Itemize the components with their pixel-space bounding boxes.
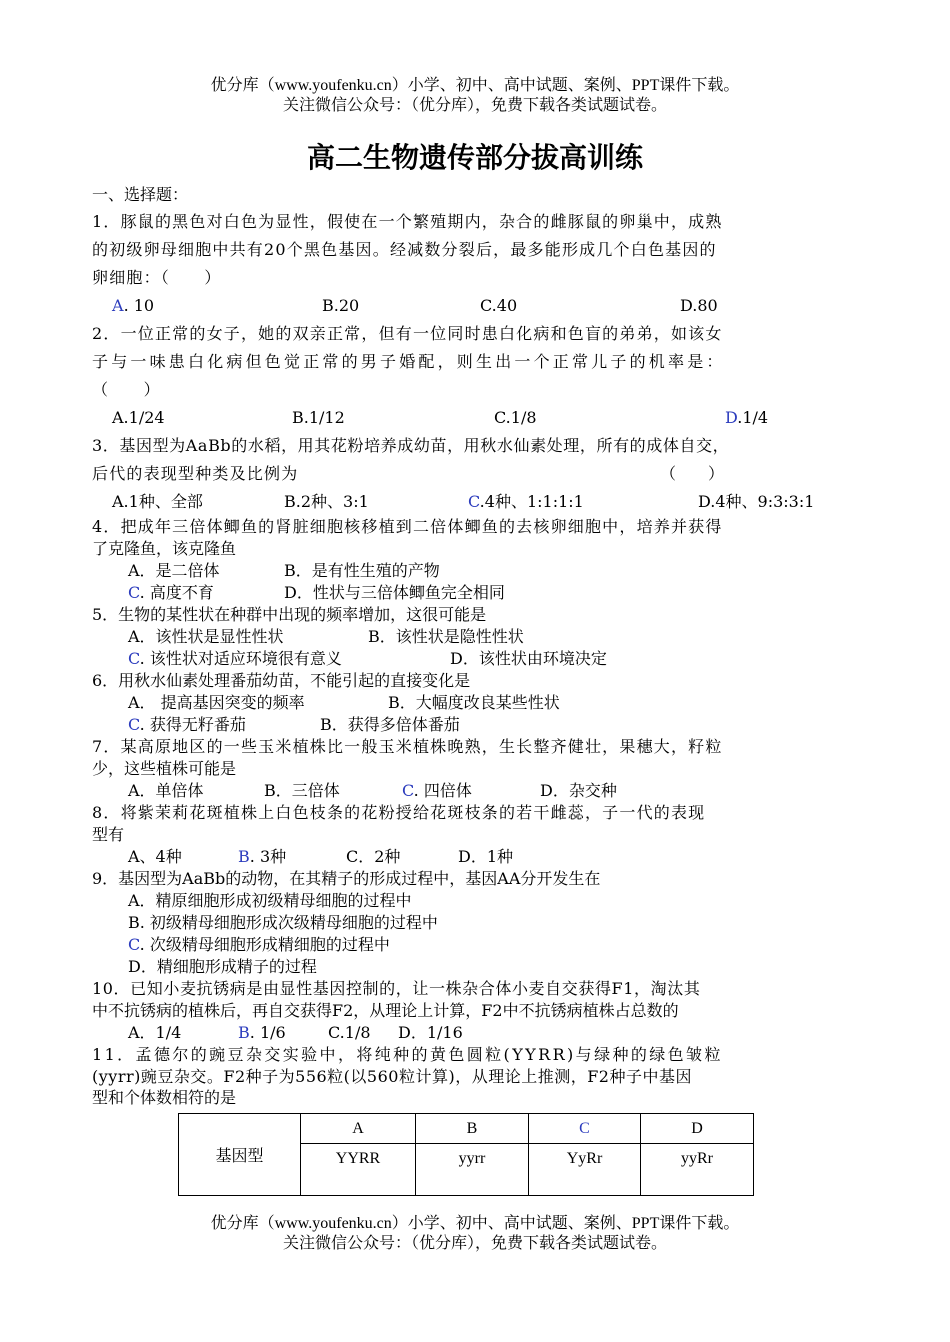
option-c: C. 该性状对适应环境很有意义: [128, 649, 342, 668]
table-cell: YYRR: [301, 1144, 416, 1196]
option-b: B.1/12: [292, 408, 345, 427]
question-10: [92, 978, 862, 1044]
answer-letter: B: [238, 1023, 250, 1042]
option-d: D.1/4: [725, 408, 769, 427]
option-c: C. 四倍体: [402, 781, 472, 800]
question-6: [92, 670, 862, 736]
answer-letter: C: [402, 781, 414, 800]
question-2-line-2: 子与一味患白化病但色觉正常的男子婚配，则生出一个正常儿子的机率是：: [92, 352, 726, 371]
option-b: B．是有性生殖的产物: [284, 561, 440, 580]
question-5: [92, 604, 862, 670]
option-d: D．性状与三倍体鲫鱼完全相同: [284, 583, 505, 602]
question-10-options: [92, 1022, 862, 1044]
question-3-line-2: 后代的表现型种类及比例为 （ ）: [92, 460, 862, 488]
option-c: C.1/8: [494, 408, 537, 427]
question-1-line-2: 的初级卵母细胞中共有20个黑色基因。经减数分裂后，最多能形成几个白色基因的: [92, 240, 717, 259]
page-footer: [0, 1214, 950, 1254]
option-c: C. 高度不育: [128, 583, 214, 602]
question-1-options: [92, 292, 862, 320]
question-7: [92, 736, 862, 802]
answer-letter: B: [238, 847, 250, 866]
question-1-line-3: 卵细胞：（ ）: [92, 268, 222, 287]
question-10-line-2: 中不抗锈病的植株后，再自交获得F2，从理论上计算，F2中不抗锈病植株占总数的: [92, 1001, 679, 1020]
question-2-options: [92, 404, 862, 432]
section-heading: 一、选择题：: [92, 185, 189, 204]
question-3: [92, 432, 862, 516]
row-label-genotype: 基因型: [179, 1114, 301, 1196]
option-a: A．该性状是显性性状: [128, 627, 284, 646]
table-header-row: [179, 1114, 754, 1144]
question-7-line-1: 7．某高原地区的一些玉米植株比一般玉米植株晚熟，生长整齐健壮，果穗大，籽粒: [92, 737, 723, 756]
header-line-2: 关注微信公众号：（优分库），免费下载各类试题试卷。: [282, 97, 667, 114]
question-7-options: [92, 780, 862, 802]
option-d: B．获得多倍体番茄: [320, 715, 460, 734]
option-a: A． 提高基因突变的频率: [128, 693, 305, 712]
page-title: 高二生物遗传部分拔高训练: [306, 141, 643, 174]
option-a: A．是二倍体: [128, 561, 220, 580]
answer-letter: D: [725, 408, 738, 427]
option-c: C.1/8: [328, 1023, 371, 1042]
question-4-line-1: 4．把成年三倍体鲫鱼的肾脏细胞核移植到二倍体鲫鱼的去核卵细胞中，培养并获得: [92, 517, 723, 536]
question-2: [92, 320, 862, 432]
option-d: D.80: [680, 296, 718, 315]
question-8-line-1: 8．将紫茉莉花斑植株上白色枝条的花粉授给花斑枝条的若干雌蕊，子一代的表现: [92, 803, 706, 822]
option-d: D．杂交种: [540, 781, 617, 800]
page-header: [0, 76, 950, 116]
question-6-options-cd: [92, 714, 862, 736]
genotype-table: [178, 1113, 754, 1196]
option-a: A．1/4: [128, 1023, 182, 1042]
option-a: A．单倍体: [128, 781, 204, 800]
table-header-cell-answer: C: [529, 1114, 641, 1144]
answer-letter: A: [112, 296, 124, 315]
option-d: D．该性状由环境决定: [450, 649, 607, 668]
question-7-line-2: 少，这些植株可能是: [92, 759, 237, 778]
table-cell: yyRr: [641, 1144, 754, 1196]
question-4: [92, 516, 862, 604]
question-5-options-ab: [92, 626, 862, 648]
option-d: D．1种: [458, 847, 514, 866]
option-a: A、4种: [128, 847, 182, 866]
question-11-line-2: (yyrr)豌豆杂交。F2种子为556粒(以560粒计算)，从理论上推测，F2种子中基因: [92, 1067, 692, 1086]
answer-letter: C: [128, 935, 140, 954]
table-header-cell: B: [416, 1114, 529, 1144]
question-5-options-cd: [92, 648, 862, 670]
question-9-line-1: 9．基因型为AaBb的动物，在其精子的形成过程中，基因AA分开发生在: [92, 869, 601, 888]
question-3-line-1: 3．基因型为AaBb的水稻，用其花粉培养成幼苗，用秋水仙素处理，所有的成体自交，: [92, 436, 730, 455]
question-2-line-1: 2．一位正常的女子，她的双亲正常，但有一位同时患白化病和色盲的弟弟，如该女: [92, 324, 723, 343]
question-5-line-1: 5．生物的某性状在种群中出现的频率增加，这很可能是: [92, 605, 487, 624]
question-8-line-2: 型有: [92, 825, 125, 844]
option-a: A.1种、全部: [112, 492, 203, 511]
option-d: D.4种、9:3:3:1: [698, 492, 815, 511]
question-list: [92, 182, 862, 1108]
option-c: C. 获得无籽番茄: [128, 715, 246, 734]
table-cell: YyRr: [529, 1144, 641, 1196]
question-8: [92, 802, 862, 868]
question-3-options: [92, 488, 862, 516]
question-4-options-cd: [92, 582, 862, 604]
option-d: D．精细胞形成精子的过程: [128, 957, 317, 976]
question-11-line-3: 型和个体数相符的是: [92, 1088, 237, 1107]
question-11-line-1: 11．孟德尔的豌豆杂交实验中，将纯种的黄色圆粒(YYRR)与绿种的绿色皱粒: [92, 1045, 723, 1064]
option-b: B．三倍体: [264, 781, 340, 800]
option-b: B. 初级精母细胞形成次级精母细胞的过程中: [128, 913, 438, 932]
option-b: B.2种、3:1: [284, 492, 369, 511]
answer-letter: C: [468, 492, 480, 511]
option-a: A．精原细胞形成初级精母细胞的过程中: [128, 891, 412, 910]
answer-letter: C: [128, 583, 140, 602]
question-11: [92, 1044, 862, 1108]
answer-letter: C: [128, 715, 140, 734]
header-line-1: 优分库（www.youfenku.cn）小学、初中、高中试题、案例、PPT课件下载。: [210, 77, 740, 94]
question-1-line-1: 1．豚鼠的黑色对白色为显性，假使在一个繁殖期内，杂合的雌豚鼠的卵巢中，成熟: [92, 212, 723, 231]
table-header-cell: A: [301, 1114, 416, 1144]
question-6-options-ab: [92, 692, 862, 714]
question-4-line-2: 了克隆鱼，该克隆鱼: [92, 539, 237, 558]
option-c: C.4种、1:1:1:1: [468, 492, 584, 511]
option-b: B．大幅度改良某些性状: [388, 693, 560, 712]
option-b: B. 3种: [238, 847, 287, 866]
footer-line-2: 关注微信公众号：（优分库），免费下载各类试题试卷。: [282, 1235, 667, 1252]
option-d: D．1/16: [398, 1023, 463, 1042]
option-a: A.1/24: [112, 408, 165, 427]
question-2-line-3: （ ）: [92, 380, 161, 399]
footer-line-1: 优分库（www.youfenku.cn）小学、初中、高中试题、案例、PPT课件下载。: [210, 1215, 740, 1232]
option-c: C．2种: [346, 847, 401, 866]
option-b: B．该性状是隐性性状: [368, 627, 524, 646]
answer-letter: C: [128, 649, 140, 668]
option-a: A. 10: [112, 296, 155, 315]
question-8-options: [92, 846, 862, 868]
table-header-cell: D: [641, 1114, 754, 1144]
question-4-options-ab: [92, 560, 862, 582]
question-1: [92, 208, 862, 320]
question-10-line-1: 10．已知小麦抗锈病是由显性基因控制的，让一株杂合体小麦自交获得F1，淘汰其: [92, 979, 701, 998]
option-b: B.20: [322, 296, 360, 315]
table-cell: yyrr: [416, 1144, 529, 1196]
option-c: C.40: [480, 296, 518, 315]
question-9: [92, 868, 862, 978]
option-b: B. 1/6: [238, 1023, 286, 1042]
question-6-line-1: 6．用秋水仙素处理番茄幼苗，不能引起的直接变化是: [92, 671, 471, 690]
answer-paren: （ ）: [660, 464, 725, 483]
option-c: C. 次级精母细胞形成精细胞的过程中: [128, 935, 390, 954]
